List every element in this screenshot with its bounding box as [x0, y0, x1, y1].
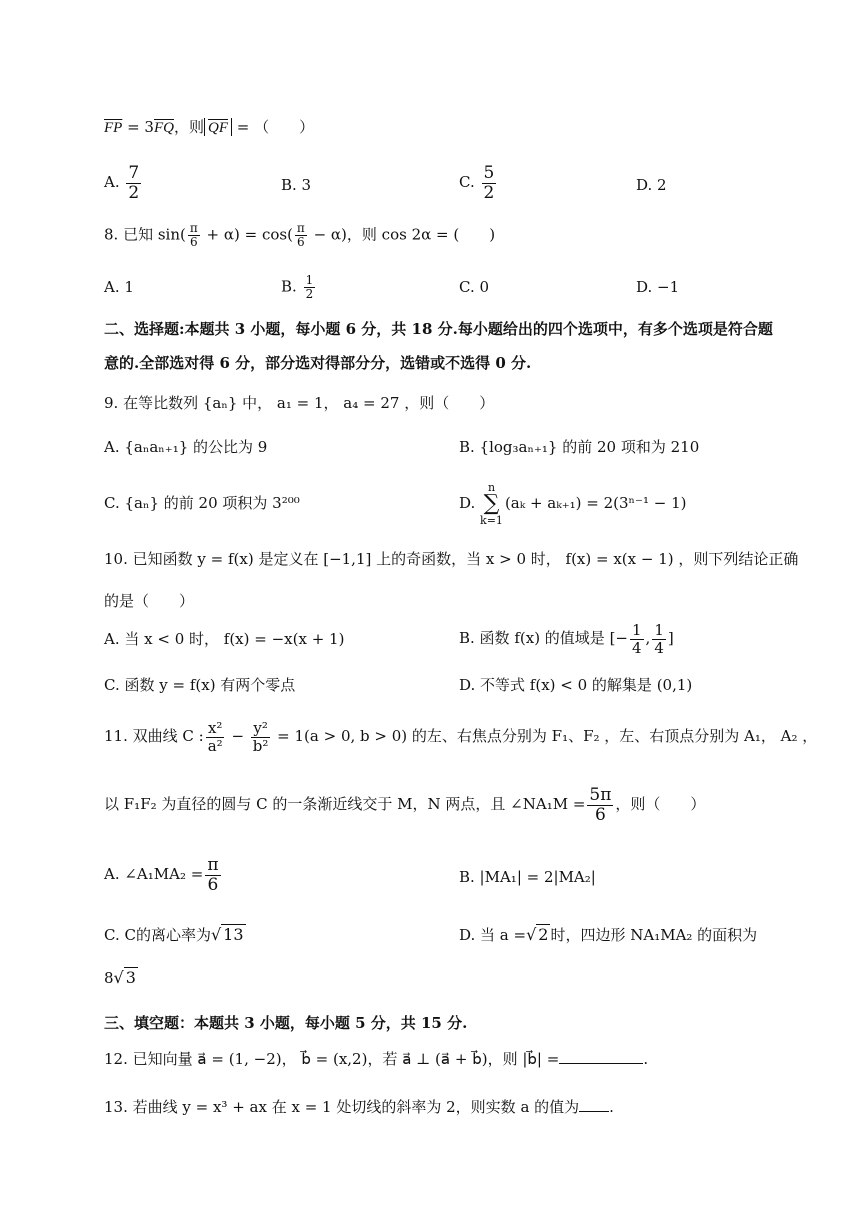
sqrt-symbol-3: √ 3	[113, 968, 136, 987]
q11-line2-b: ，则（ ）	[615, 795, 706, 814]
q10-b-end: ]	[667, 629, 674, 647]
q11-a-num: π	[207, 855, 219, 875]
q8-six-2: 6	[297, 235, 305, 250]
answer-blank[interactable]	[559, 1049, 643, 1064]
q10-option-a: A. 当 x < 0 时， f(x) = −x(x + 1)	[104, 630, 345, 648]
q11-six: 6	[595, 804, 606, 825]
q9-option-d	[459, 482, 686, 526]
q8-text2: + α) = cos(	[201, 225, 293, 244]
q11-d-cont-pre: 8	[104, 969, 114, 987]
q7-option-c	[459, 164, 498, 202]
q11-b2: b²	[252, 736, 269, 755]
q10-b-num: 1	[632, 621, 642, 639]
q8-text3: − α)，则 cos 2α = ( )	[308, 225, 496, 244]
q10-line2: 的是（ ）	[104, 592, 195, 610]
q8-b-label: B.	[281, 277, 297, 296]
sigma-symbol: n ∑ k=1	[480, 481, 503, 527]
q7-c-den: 2	[483, 182, 495, 203]
q8-six: 6	[189, 235, 198, 250]
q11-option-c	[104, 924, 246, 945]
q11-line2-a: 以 F₁F₂ 为直径的圆与 C 的一条渐近线交于 M，N 两点，且 ∠NA₁M =	[104, 795, 586, 814]
q11-a-text: A. ∠A₁MA₂ =	[104, 865, 204, 884]
q10-option-d: D. 不等式 f(x) < 0 的解集是 (0,1)	[459, 676, 693, 694]
q13-text: 13. 若曲线 y = x³ + ax 在 x = 1 处切线的斜率为 2，则实数 a 的值为	[104, 1098, 580, 1116]
q8-text1: 8. 已知 sin(	[104, 225, 186, 244]
q11-option-b: B. |MA₁| = 2|MA₂|	[459, 868, 596, 886]
q11-a-den: 6	[207, 874, 219, 895]
q11-line1-a: 11. 双曲线 C :	[104, 727, 204, 745]
vector-fq: $\overline{FQ}$	[153, 120, 174, 136]
q10-b-den: 4	[632, 638, 642, 657]
q13-end: .	[609, 1098, 614, 1116]
sqrt-symbol-2: √ 2	[526, 925, 549, 944]
q11-option-d	[459, 924, 757, 945]
q11-d-root: 2	[538, 925, 549, 944]
q7-a-num: 7	[128, 163, 140, 183]
q11-c-root: 13	[223, 925, 244, 944]
q11-option-a	[104, 856, 223, 894]
q8-option-c: C. 0	[459, 278, 490, 296]
vector-qf: $\overline{QF}$	[208, 120, 228, 136]
q7-a-label: A.	[104, 173, 120, 192]
q7-ask: = （ ）	[232, 118, 315, 136]
vector-fp: $\overline{FP}$	[104, 120, 123, 136]
q7-c-num: 5	[483, 163, 495, 183]
q11-x2: x²	[207, 719, 223, 737]
q11-d-text: D. 当 a =	[459, 926, 527, 944]
q9-stem-text: 9. 在等比数列 {aₙ} 中， a₁ = 1， a₄ = 27 ，则（ ）	[104, 394, 495, 412]
section3-text: 三、填空题：本题共 3 小题，每小题 5 分，共 15 分.	[104, 1014, 468, 1032]
q8-option-d: D. −1	[636, 278, 680, 296]
q11-d-cont-root: 3	[125, 968, 136, 987]
q11-5pi: 5π	[589, 785, 612, 805]
q8-option-a: A. 1	[104, 278, 134, 296]
q11-line1-b: = 1(a > 0, b > 0) 的左、右焦点分别为 F₁、F₂ ，左、右顶点分别为 A₁， A₂ ，	[272, 727, 818, 745]
q10-b-mid: ,	[645, 629, 651, 647]
q10-option-c: C. 函数 y = f(x) 有两个零点	[104, 676, 296, 694]
q9-option-c: C. {aₙ} 的前 20 项积为 3²⁰⁰	[104, 494, 300, 512]
q12-end: .	[643, 1050, 649, 1068]
q11-a2: a²	[207, 736, 223, 755]
q11-y2: y²	[253, 719, 268, 737]
q8-b-num: 1	[305, 273, 314, 287]
sum-bottom: k=1	[480, 514, 503, 527]
q10-line1: 10. 已知函数 y = f(x) 是定义在 [−1,1] 上的奇函数，当 x > 0 时， f(x) = x(x − 1) ，则下列结论正确	[104, 550, 799, 568]
q7-option-d: D. 2	[636, 176, 667, 194]
q10-b-num-2: 1	[654, 621, 664, 639]
q11-c-text: C. C的离心率为	[104, 926, 211, 944]
q7-then: ，则	[173, 118, 204, 136]
answer-blank-2[interactable]	[579, 1097, 609, 1112]
sum-top: n	[487, 481, 496, 494]
q7-option-b: B. 3	[281, 176, 312, 194]
q8-pi: π	[189, 221, 198, 235]
section2-line2: 意的.全部选对得 6 分，部分选对得部分分，选错或不选得 0 分.	[104, 354, 532, 372]
q7-c-label: C.	[459, 173, 475, 192]
q9-option-b: B. {log₃aₙ₊₁} 的前 20 项和为 210	[459, 438, 700, 456]
q7-eq: = 3	[122, 118, 154, 136]
section2-line1: 二、选择题:本题共 3 小题，每小题 6 分，共 18 分.每小题给出的四个选项中，有多个选项是符合题	[104, 320, 773, 338]
q8-option-b	[281, 274, 317, 301]
q9-option-a: A. {aₙaₙ₊₁} 的公比为 9	[104, 438, 268, 456]
q10-b-text: B. 函数 f(x) 的值域是 [−	[459, 629, 628, 647]
q12-text: 12. 已知向量 a⃗ = (1, −2)， b⃗ = (x,2)，若 a⃗ ⊥ (a⃗ + b⃗)，则 |b⃗| =	[104, 1050, 560, 1068]
q8-b-den: 2	[305, 287, 314, 302]
q7-option-a	[104, 164, 143, 202]
q11-minus: −	[226, 727, 249, 745]
q9-d-label: D.	[459, 494, 476, 512]
q10-b-den-2: 4	[654, 638, 664, 657]
sqrt-symbol: √ 13	[210, 925, 244, 944]
q7-a-den: 2	[128, 182, 140, 203]
q9-d-expr: (aₖ + aₖ₊₁) = 2(3ⁿ⁻¹ − 1)	[504, 494, 687, 512]
q11-d-text2: 时，四边形 NA₁MA₂ 的面积为	[550, 926, 758, 944]
q10-option-b	[459, 622, 674, 656]
q8-pi-2: π	[296, 221, 305, 235]
